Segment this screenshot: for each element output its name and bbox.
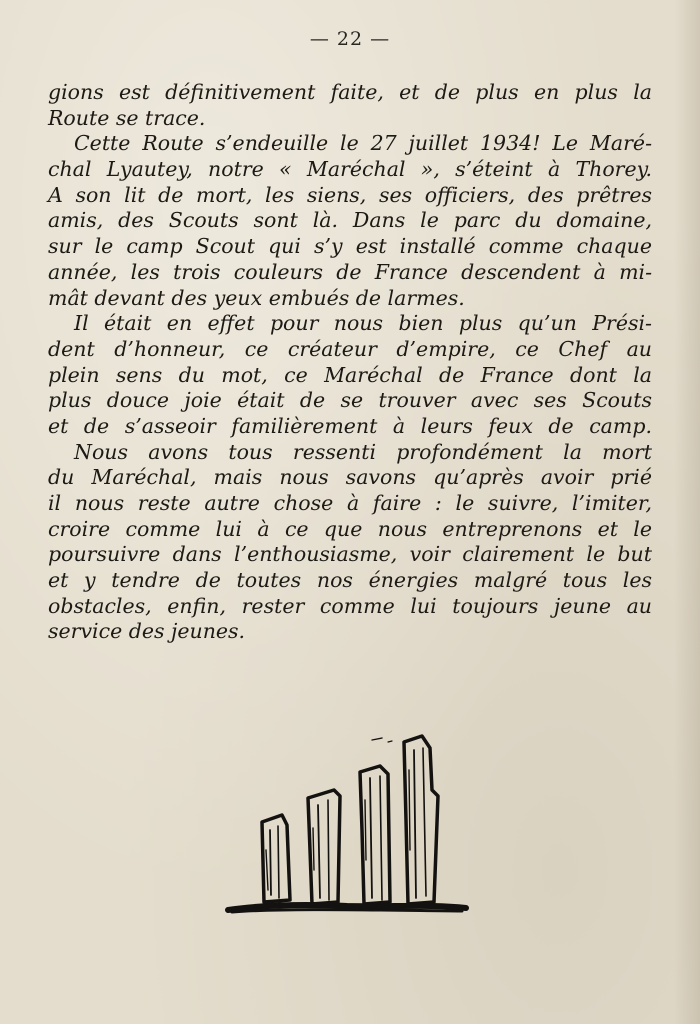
page-edge-shadow [674, 0, 700, 1024]
page-number: — 22 — [309, 28, 391, 50]
text-line: A son lit de mort, les siens, ses officiers, des prêtres [48, 182, 652, 207]
post-3 [360, 766, 390, 904]
post-2 [308, 790, 340, 904]
text-line: mât devant des yeux embués de larmes. [48, 285, 465, 310]
wooden-posts-illustration [222, 730, 472, 930]
body-text [48, 80, 652, 645]
text-line: service des jeunes. [48, 619, 246, 644]
text-line: il nous reste autre chose à faire : le suivre, l’imiter, [48, 491, 652, 515]
text-line: du Maréchal, mais nous savons qu’après avoir prié [48, 465, 652, 490]
post-4 [404, 736, 438, 904]
text-line: année, les trois couleurs de France descendent à mi- [48, 259, 652, 284]
text-line: plein sens du mot, ce Maréchal de France dont la [48, 362, 652, 387]
text-line: plus douce joie était de se trouver avec ses Scouts [48, 388, 652, 413]
post-1 [262, 815, 290, 902]
text-line: Cette Route s’endeuille le 27 juillet 1934! Le Maré- [74, 131, 652, 156]
text-line: croire comme lui à ce que nous entreprenons et le [48, 516, 652, 541]
text-line: poursuivre dans l’enthousiasme, voir clairement le but [48, 542, 652, 567]
text-line: et y tendre de toutes nos énergies malgré tous les [48, 568, 652, 593]
text-line: Route se trace. [48, 105, 206, 130]
text-line: obstacles, enfin, rester comme lui toujours jeune au [48, 593, 652, 618]
text-line: et de s’asseoir familièrement à leurs feux de camp. [48, 413, 652, 438]
text-line: Nous avons tous ressenti profondément la mort [74, 439, 652, 464]
text-line: Il était en effet pour nous bien plus qu’un Prési- [74, 311, 652, 336]
text-line: amis, des Scouts sont là. Dans le parc du domaine, [48, 208, 652, 233]
text-line: chal Lyautey, notre « Maréchal », s’éteint à Thorey. [48, 157, 652, 182]
text-line: sur le camp Scout qui s’y est installé comme chaque [48, 234, 652, 259]
text-line: dent d’honneur, ce créateur d’empire, ce Chef au [48, 336, 652, 361]
text-line: gions est définitivement faite, et de plus en plus la [48, 80, 652, 104]
